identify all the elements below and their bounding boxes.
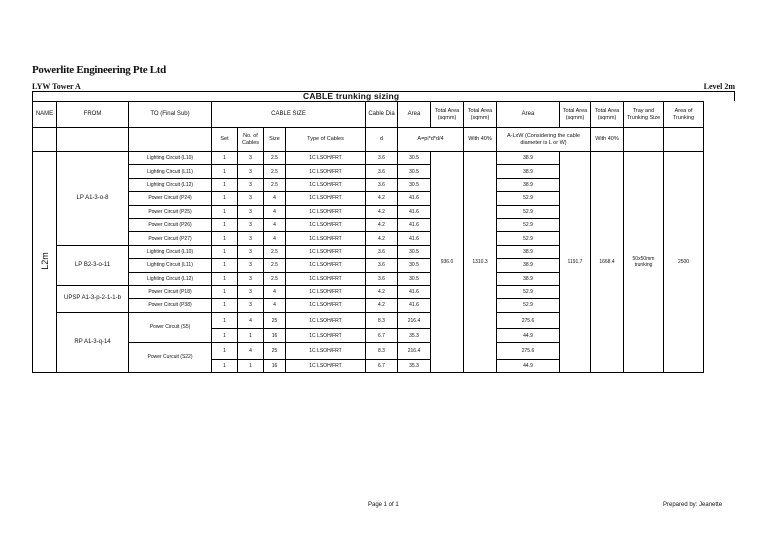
no-cables-value: 1 [238, 359, 264, 372]
area-value: 35.3 [398, 359, 431, 372]
col-area-trunking: Area of Trunking [664, 102, 704, 128]
size-value: 4 [264, 192, 286, 205]
cable-type-value: 1C LSOH/FRT [286, 192, 366, 205]
project-name: LYW Tower A [32, 82, 81, 91]
cable-type-value: 1C LSOH/FRT [286, 342, 366, 359]
cable-type-value: 1C LSOH/FRT [286, 272, 366, 285]
prepared-by: Prepared by: Jeanette [663, 502, 723, 508]
no-cables-value: 1 [238, 329, 264, 342]
size-value: 4 [264, 232, 286, 245]
alxw-area-value: 38.9 [497, 259, 560, 272]
col-to: TO (Final Sub) [129, 102, 212, 128]
set-value: 1 [212, 165, 238, 178]
level-label: Level 2m [703, 82, 735, 91]
cable-dia-value: 6.7 [366, 359, 398, 372]
page-number: Page 1 of 1 [368, 502, 399, 508]
total-alxw-40-value: 1668.4 [591, 152, 624, 373]
cable-type-value: 1C LSOH/FRT [286, 218, 366, 231]
cable-dia-value: 6.7 [366, 329, 398, 342]
area-value: 30.5 [398, 245, 431, 258]
to-final-sub: Lighting Circuit (L12) [129, 178, 212, 191]
size-value: 4 [264, 218, 286, 231]
cable-type-value: 1C LSOH/FRT [286, 285, 366, 298]
total-area-40-value: 1310.3 [464, 152, 497, 373]
group-name-cell [33, 152, 57, 373]
alxw-area-value: 38.9 [497, 178, 560, 191]
group-name: L2m [39, 252, 50, 270]
set-value: 1 [212, 245, 238, 258]
col-total-area-4: Total Area (sqmm) [591, 102, 624, 128]
table-row [33, 152, 704, 165]
blank-cell [664, 128, 704, 152]
size-value: 16 [264, 359, 286, 372]
no-cables-value: 3 [238, 205, 264, 218]
size-value: 4 [264, 285, 286, 298]
col-total-area-3: Total Area (sqmm) [560, 102, 591, 128]
no-cables-value: 3 [238, 259, 264, 272]
size-value: 2.5 [264, 245, 286, 258]
col-name: NAME [33, 102, 57, 128]
cable-dia-value: 3.6 [366, 272, 398, 285]
col-area-2: Area [497, 102, 560, 128]
size-value: 2.5 [264, 259, 286, 272]
alxw-area-value: 38.9 [497, 245, 560, 258]
set-value: 1 [212, 329, 238, 342]
alxw-area-value: 275.6 [497, 342, 560, 359]
no-cables-value: 3 [238, 245, 264, 258]
cable-dia-value: 8.3 [366, 342, 398, 359]
no-cables-value: 3 [238, 192, 264, 205]
area-value: 41.6 [398, 285, 431, 298]
col-total-area-2: Total Area (sqmm) [464, 102, 497, 128]
cable-dia-value: 3.6 [366, 165, 398, 178]
size-value: 4 [264, 205, 286, 218]
header-row [33, 102, 704, 128]
no-cables-value: 3 [238, 285, 264, 298]
from-source: UPSP A1-3-p-2-1-1-b [57, 285, 129, 312]
total-area-value: 936.0 [431, 152, 464, 373]
sheet-title: CABLE trunking sizing [303, 91, 400, 101]
set-value: 1 [212, 259, 238, 272]
to-final-sub: Power Circuit (S5) [129, 312, 212, 342]
no-cables-value: 4 [238, 342, 264, 359]
set-value: 1 [212, 218, 238, 231]
no-cables-value: 3 [238, 272, 264, 285]
alxw-area-value: 38.9 [497, 152, 560, 165]
to-final-sub: Lighting Circuit (L12) [129, 272, 212, 285]
set-value: 1 [212, 272, 238, 285]
to-final-sub: Power Circuit (P26) [129, 218, 212, 231]
cable-type-value: 1C LSOH/FRT [286, 312, 366, 329]
sub-type: Type of Cables [286, 128, 366, 152]
cable-type-value: 1C LSOH/FRT [286, 329, 366, 342]
area-value: 30.5 [398, 178, 431, 191]
alxw-area-value: 52.9 [497, 299, 560, 312]
set-value: 1 [212, 342, 238, 359]
alxw-area-value: 52.9 [497, 205, 560, 218]
no-cables-value: 3 [238, 299, 264, 312]
area-value: 216.4 [398, 342, 431, 359]
to-final-sub: Power Circuit (P27) [129, 232, 212, 245]
cable-dia-value: 4.2 [366, 205, 398, 218]
blank-cell [624, 128, 664, 152]
to-final-sub: Lighting Circuit (L10) [129, 152, 212, 165]
cable-dia-value: 4.2 [366, 192, 398, 205]
subheader-row [33, 128, 704, 152]
col-tray-size: Tray and Trunking Size [624, 102, 664, 128]
area-value: 30.5 [398, 165, 431, 178]
alxw-area-value: 275.6 [497, 312, 560, 329]
area-value: 41.6 [398, 205, 431, 218]
cable-dia-value: 4.2 [366, 232, 398, 245]
sub-with40-a: With 40% [464, 128, 497, 152]
size-value: 25 [264, 312, 286, 329]
size-value: 25 [264, 342, 286, 359]
area-value: 216.4 [398, 312, 431, 329]
table-body [33, 152, 704, 373]
cable-dia-value: 3.6 [366, 259, 398, 272]
alxw-area-value: 38.9 [497, 272, 560, 285]
no-cables-value: 3 [238, 178, 264, 191]
to-final-sub: Lighting Circuit (L10) [129, 245, 212, 258]
area-value: 41.6 [398, 299, 431, 312]
no-cables-value: 3 [238, 165, 264, 178]
area-value: 30.5 [398, 272, 431, 285]
col-from: FROM [57, 102, 129, 128]
col-area: Area [398, 102, 431, 128]
to-final-sub: Power Circuit (P24) [129, 192, 212, 205]
trunking-size-value: 50x50mm trunking [624, 152, 664, 373]
to-final-sub: Power Circuit (P38) [129, 299, 212, 312]
size-value: 2.5 [264, 152, 286, 165]
sub-no-cables: No. of Cables [238, 128, 264, 152]
set-value: 1 [212, 285, 238, 298]
from-source: RP A1-3-q-14 [57, 312, 129, 372]
cable-sizing-table [32, 101, 704, 373]
company-name: Powerlite Engineering Pte Ltd [32, 64, 166, 76]
cable-type-value: 1C LSOH/FRT [286, 232, 366, 245]
set-value: 1 [212, 178, 238, 191]
size-value: 2.5 [264, 178, 286, 191]
area-value: 41.6 [398, 192, 431, 205]
cable-dia-value: 8.3 [366, 312, 398, 329]
cable-type-value: 1C LSOH/FRT [286, 178, 366, 191]
cable-type-value: 1C LSOH/FRT [286, 152, 366, 165]
alxw-area-value: 52.9 [497, 285, 560, 298]
alxw-area-value: 44.9 [497, 329, 560, 342]
no-cables-value: 3 [238, 218, 264, 231]
sub-alxw: A-LxW (Considering the cable diameter is L or W) [497, 128, 591, 152]
to-final-sub: Lighting Circuit (L11) [129, 259, 212, 272]
area-value: 30.5 [398, 259, 431, 272]
col-total-area: Total Area (sqmm) [431, 102, 464, 128]
cable-type-value: 1C LSOH/FRT [286, 359, 366, 372]
to-final-sub: Power Circuit (P18) [129, 285, 212, 298]
alxw-area-value: 52.9 [497, 218, 560, 231]
set-value: 1 [212, 359, 238, 372]
set-value: 1 [212, 232, 238, 245]
set-value: 1 [212, 192, 238, 205]
to-final-sub: Power Curcuit (S22) [129, 342, 212, 372]
cable-dia-value: 3.6 [366, 152, 398, 165]
cable-dia-value: 3.6 [366, 245, 398, 258]
cable-type-value: 1C LSOH/FRT [286, 165, 366, 178]
sub-d: d [366, 128, 398, 152]
size-value: 4 [264, 299, 286, 312]
cable-dia-value: 3.6 [366, 178, 398, 191]
size-value: 16 [264, 329, 286, 342]
to-final-sub: Lighting Circuit (L11) [129, 165, 212, 178]
cable-type-value: 1C LSOH/FRT [286, 245, 366, 258]
from-source: LP A1-3-o-8 [57, 152, 129, 246]
cable-dia-value: 4.2 [366, 285, 398, 298]
cable-type-value: 1C LSOH/FRT [286, 259, 366, 272]
set-value: 1 [212, 205, 238, 218]
cable-dia-value: 4.2 [366, 218, 398, 231]
trunking-area-value: 2500 [664, 152, 704, 373]
set-value: 1 [212, 299, 238, 312]
alxw-area-value: 52.9 [497, 192, 560, 205]
sub-set: Set [212, 128, 238, 152]
alxw-area-value: 44.9 [497, 359, 560, 372]
size-value: 2.5 [264, 165, 286, 178]
sub-formula: A=pi*d*d/4 [398, 128, 464, 152]
blank-cell [57, 128, 129, 152]
cable-type-value: 1C LSOH/FRT [286, 299, 366, 312]
no-cables-value: 4 [238, 312, 264, 329]
from-source: LP B2-3-o-11 [57, 245, 129, 285]
to-final-sub: Power Circuit (P25) [129, 205, 212, 218]
blank-cell [129, 128, 212, 152]
area-value: 30.5 [398, 152, 431, 165]
sheet-title-bar [32, 91, 735, 101]
alxw-area-value: 52.9 [497, 232, 560, 245]
sub-with40-b: With 40% [591, 128, 624, 152]
set-value: 1 [212, 152, 238, 165]
size-value: 2.5 [264, 272, 286, 285]
col-cable-dia: Cable Dia [366, 102, 398, 128]
total-alxw-value: 1191.7 [560, 152, 591, 373]
blank-cell [33, 128, 57, 152]
col-cable-size: CABLE SIZE [212, 102, 366, 128]
area-value: 35.3 [398, 329, 431, 342]
sub-size: Size [264, 128, 286, 152]
cable-dia-value: 4.2 [366, 299, 398, 312]
no-cables-value: 3 [238, 152, 264, 165]
alxw-area-value: 38.9 [497, 165, 560, 178]
no-cables-value: 3 [238, 232, 264, 245]
area-value: 41.6 [398, 232, 431, 245]
cable-type-value: 1C LSOH/FRT [286, 205, 366, 218]
set-value: 1 [212, 312, 238, 329]
area-value: 41.6 [398, 218, 431, 231]
